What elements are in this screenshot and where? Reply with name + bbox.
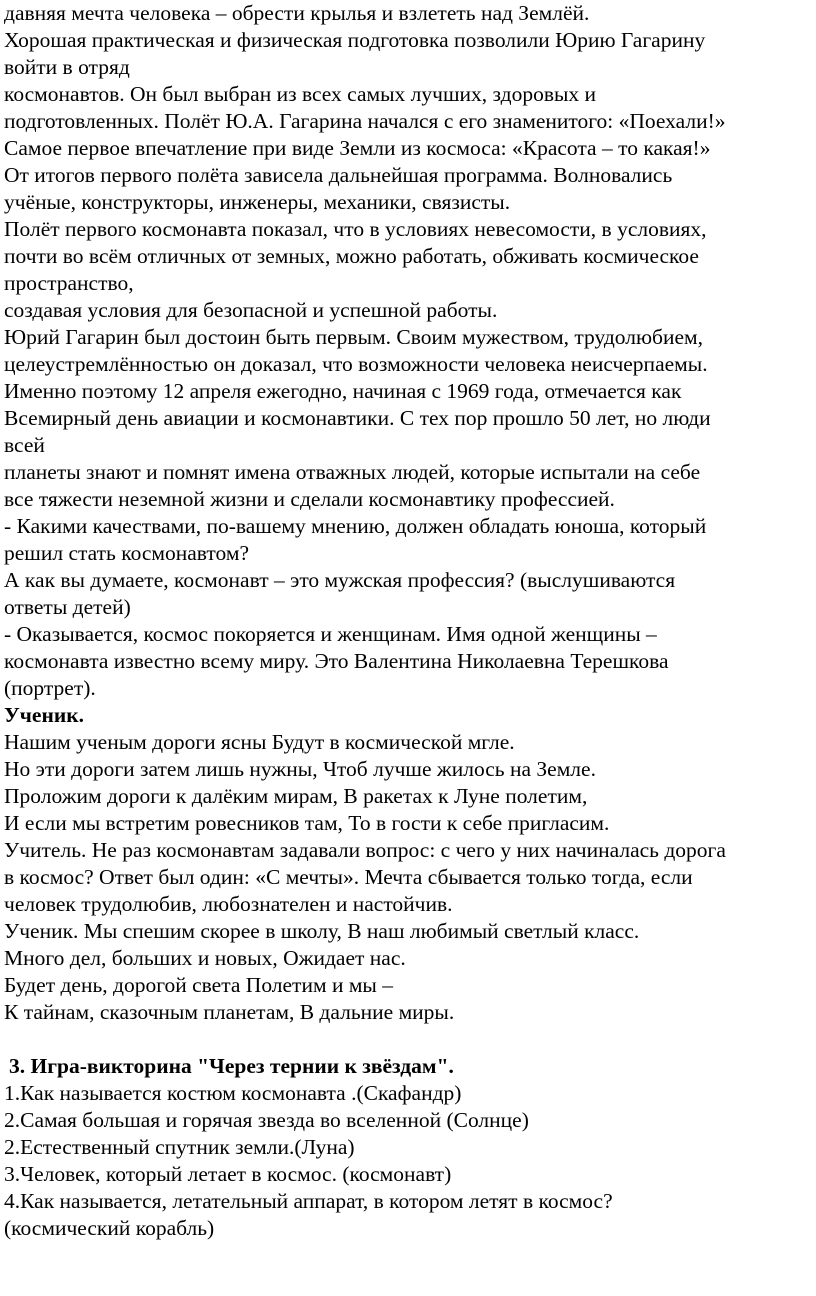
text-line: (портрет). (4, 676, 96, 700)
quiz-item: 3.Человек, который летает в космос. (космонавт) (4, 1162, 452, 1186)
text-line: человек трудолюбив, любознателен и настойчив. (4, 892, 453, 916)
text-line: Будет день, дорогой света Полетим и мы – (4, 973, 393, 997)
text-line: давняя мечта человека – обрести крылья и взлететь над Землёй. (4, 1, 590, 25)
quiz-item: 2.Самая большая и горячая звезда во вселенной (Солнце) (4, 1108, 529, 1132)
student-heading: Ученик. (4, 703, 84, 727)
quiz-heading: 3. Игра-викторина "Через тернии к звёздам". (9, 1054, 454, 1078)
text-line: Но эти дороги затем лишь нужны, Чтоб лучше жилось на Земле. (4, 757, 596, 781)
text-line: в космос? Ответ был один: «С мечты». Мечта сбывается только тогда, если (4, 865, 693, 889)
text-line: космонавта известно всему миру. Это Валентина Николаевна Терешкова (4, 649, 669, 673)
quiz-item: 2.Естественный спутник земли.(Луна) (4, 1135, 355, 1159)
text-line: создавая условия для безопасной и успешной работы. (4, 298, 498, 322)
text-line: решил стать космонавтом? (4, 541, 250, 565)
blank-line (4, 1026, 810, 1053)
text-line: К тайнам, сказочным планетам, В дальние миры. (4, 1000, 455, 1024)
text-line: Юрий Гагарин был достоин быть первым. Своим мужеством, трудолюбием, (4, 325, 704, 349)
quiz-item: (космический корабль) (4, 1216, 215, 1240)
text-line: А как вы думаете, космонавт – это мужская профессия? (выслушиваются (4, 568, 676, 592)
text-line: целеустремлённостью он доказал, что возможности человека неисчерпаемы. (4, 352, 708, 376)
text-line: Ученик. Мы спешим скорее в школу, В наш любимый светлый класс. (4, 919, 640, 943)
text-line: космонавтов. Он был выбран из всех самых лучших, здоровых и (4, 82, 597, 106)
text-line: Хорошая практическая и физическая подготовка позволили Юрию Гагарину (4, 28, 706, 52)
text-line: Много дел, больших и новых, Ожидает нас. (4, 946, 406, 970)
text-line: - Оказывается, космос покоряется и женщинам. Имя одной женщины – (4, 622, 657, 646)
text-line: планеты знают и помнят имена отважных людей, которые испытали на себе (4, 460, 701, 484)
text-line: - Какими качествами, по-вашему мнению, должен обладать юноша, который (4, 514, 707, 538)
text-line: почти во всём отличных от земных, можно работать, обживать космическое (4, 244, 699, 268)
text-line: И если мы встретим ровесников там, То в гости к себе пригласим. (4, 811, 610, 835)
text-line: От итогов первого полёта зависела дальнейшая программа. Волновались (4, 163, 673, 187)
text-line: пространство, (4, 271, 134, 295)
text-line: учёные, конструкторы, инженеры, механики, связисты. (4, 190, 511, 214)
text-line: Проложим дороги к далёким мирам, В ракетах к Луне полетим, (4, 784, 588, 808)
text-line: Всемирный день авиации и космонавтики. С тех пор прошло 50 лет, но люди (4, 406, 711, 430)
document-body (4, 0, 810, 1242)
text-line: Нашим ученым дороги ясны Будут в космической мгле. (4, 730, 515, 754)
text-line: Самое первое впечатление при виде Земли из космоса: «Красота – то какая!» (4, 136, 711, 160)
text-line: Полёт первого космонавта показал, что в условиях невесомости, в условиях, (4, 217, 707, 241)
quiz-item: 1.Как называется костюм космонавта .(Скафандр) (4, 1081, 462, 1105)
text-line: подготовленных. Полёт Ю.А. Гагарина начался с его знаменитого: «Поехали!» (4, 109, 726, 133)
quiz-item: 4.Как называется, летательный аппарат, в котором летят в космос? (4, 1189, 613, 1213)
text-line: всей (4, 433, 45, 457)
text-line: войти в отряд (4, 55, 130, 79)
text-line: Именно поэтому 12 апреля ежегодно, начиная с 1969 года, отмечается как (4, 379, 682, 403)
text-line: ответы детей) (4, 595, 131, 619)
text-line: все тяжести неземной жизни и сделали космонавтику профессией. (4, 487, 615, 511)
text-line: Учитель. Не раз космонавтам задавали вопрос: с чего у них начиналась дорога (4, 838, 726, 862)
